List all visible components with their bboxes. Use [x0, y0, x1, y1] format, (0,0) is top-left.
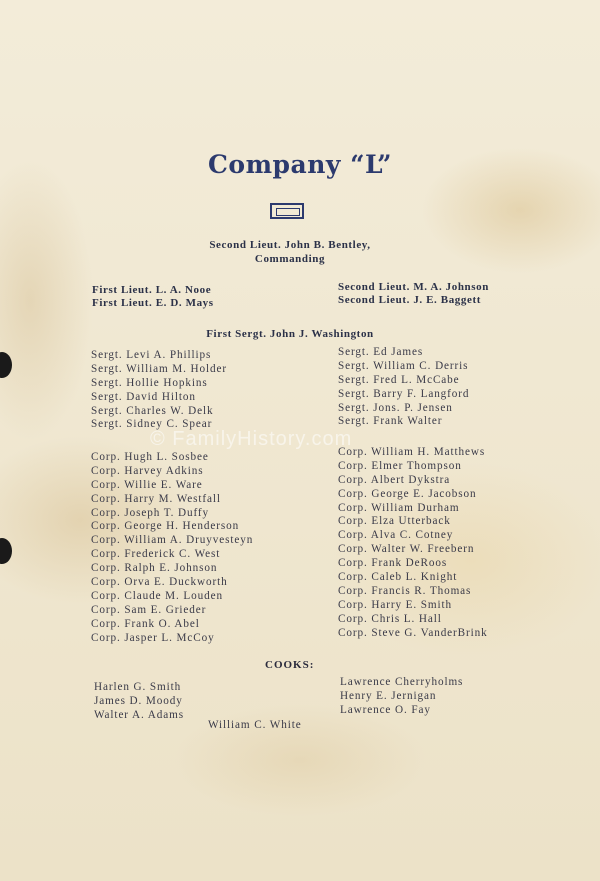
lieutenant-left: First Lieut. E. D. Mays — [92, 297, 214, 309]
list-item: Corp. William H. Matthews — [338, 446, 486, 458]
list-item: Corp. Harry E. Smith — [338, 598, 453, 611]
cooks-right-list — [340, 676, 463, 718]
list-item: Sergt. Barry F. Langford — [338, 387, 470, 400]
list-item: Sergt. Ed James — [338, 346, 424, 358]
corporals-left-list — [91, 451, 253, 645]
list-item: Lawrence O. Fay — [340, 703, 431, 716]
list-item: Corp. Elza Utterback — [338, 515, 451, 528]
lieutenant-right: Second Lieut. M. A. Johnson — [338, 281, 489, 293]
list-item: Corp. Willie E. Ware — [91, 478, 203, 491]
list-item: Sergt. Hollie Hopkins — [91, 376, 208, 389]
list-item: Henry E. Jernigan — [340, 689, 437, 702]
list-item: Sergt. William M. Holder — [91, 362, 228, 375]
sergeants-right-list — [338, 346, 469, 429]
lieutenant-left: First Lieut. L. A. Nooe — [92, 284, 212, 296]
list-item: Corp. George E. Jacobson — [338, 487, 477, 500]
list-item: Corp. Walter W. Freebern — [338, 543, 475, 556]
company-emblem-icon — [270, 203, 304, 219]
first-sergeant: First Sergt. John J. Washington — [206, 328, 374, 340]
list-item: Sergt. Sidney C. Spear — [91, 418, 213, 431]
list-item: James D. Moody — [94, 694, 183, 707]
list-item: Corp. Sam E. Grieder — [91, 603, 207, 616]
commander-role: Commanding — [254, 253, 326, 265]
list-item: Corp. Chris L. Hall — [338, 612, 442, 625]
list-item: Corp. Claude M. Louden — [91, 589, 223, 602]
list-item: Sergt. Fred L. McCabe — [338, 373, 460, 386]
page-title: Company “L” — [208, 150, 392, 179]
cooks-left-list — [94, 681, 184, 723]
list-item: Lawrence Cherryholms — [340, 676, 464, 688]
list-item: Sergt. Jons. P. Jensen — [338, 401, 453, 414]
binder-hole — [0, 538, 12, 564]
list-item: Walter A. Adams — [94, 708, 184, 721]
list-item: Corp. Alva C. Cotney — [338, 529, 454, 542]
list-item: Corp. Ralph E. Johnson — [91, 562, 218, 575]
sergeants-left-list — [91, 349, 227, 432]
list-item: William C. White — [208, 719, 302, 731]
list-item: Sergt. Levi A. Phillips — [91, 349, 212, 361]
list-item: Harlen G. Smith — [94, 681, 182, 693]
list-item: Corp. William Durham — [338, 501, 460, 514]
list-item: Corp. Joseph T. Duffy — [91, 506, 210, 519]
list-item: Sergt. Frank Walter — [338, 415, 443, 428]
list-item: Corp. Steve G. VanderBrink — [338, 626, 488, 639]
binder-hole — [0, 352, 12, 378]
list-item: Sergt. David Hilton — [91, 390, 196, 403]
list-item: Corp. Frank DeRoos — [338, 557, 448, 570]
list-item: Corp. Harry M. Westfall — [91, 492, 221, 505]
list-item: Corp. Frederick C. West — [91, 548, 221, 561]
list-item: Sergt. William C. Derris — [338, 359, 469, 372]
list-item: Corp. George H. Henderson — [91, 520, 240, 533]
list-item: Corp. Caleb L. Knight — [338, 571, 458, 584]
list-item: Corp. William A. Druyvesteyn — [91, 534, 254, 547]
list-item: Corp. Orva E. Duckworth — [91, 576, 228, 589]
commander-name: Second Lieut. John B. Bentley, — [209, 239, 371, 251]
list-item: Corp. Hugh L. Sosbee — [91, 451, 209, 463]
lieutenant-right: Second Lieut. J. E. Baggett — [338, 294, 482, 306]
list-item: Sergt. Charles W. Delk — [91, 404, 214, 417]
cooks-heading: COOKS: — [265, 659, 315, 671]
list-item: Corp. Francis R. Thomas — [338, 584, 472, 597]
list-item: Corp. Frank O. Abel — [91, 617, 200, 630]
cooks-center-list — [208, 719, 302, 733]
corporals-right-list — [338, 446, 488, 640]
list-item: Corp. Elmer Thompson — [338, 459, 462, 472]
watermark: © FamilyHistory.com — [150, 428, 353, 450]
list-item: Corp. Jasper L. McCoy — [91, 631, 215, 644]
list-item: Corp. Albert Dykstra — [338, 473, 451, 486]
list-item: Corp. Harvey Adkins — [91, 464, 204, 477]
